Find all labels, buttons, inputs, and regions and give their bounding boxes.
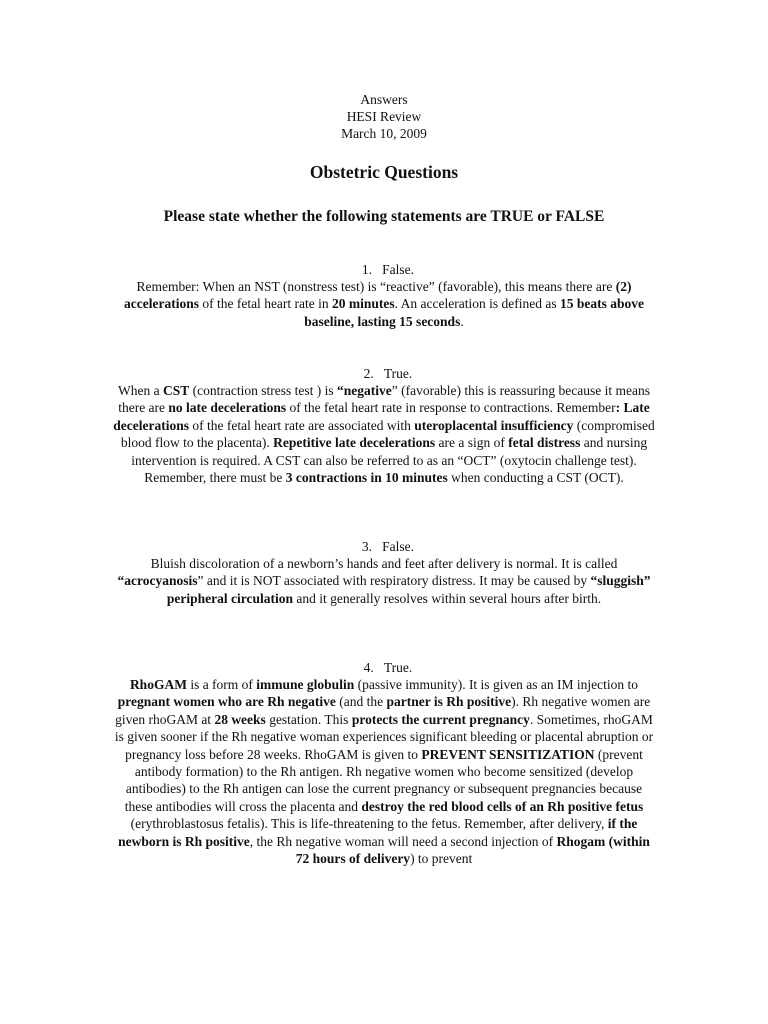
emphasis-text: uteroplacental insufficiency — [414, 417, 574, 433]
emphasis-text: partner is Rh positive — [386, 694, 512, 710]
body-text: ” (favorable) this is reassuring because it means there are — [118, 383, 650, 416]
body-text: ) to prevent — [410, 851, 473, 867]
answer-value: False. — [382, 539, 414, 554]
emphasis-text: 28 weeks — [214, 711, 266, 727]
item-number: 2. — [363, 366, 374, 381]
body-text: (erythroblastosus fetalis). This is life-threatening to the fetus. Remember, after delivery, — [130, 816, 608, 832]
body-text: (prevent antibody formation) to the Rh antigen. Rh negative women who become sensitized (develop antibodies) to the Rh antigen can lose the current pregnancy or subsequent pregnancies because these antibodies will cross the placenta and — [124, 746, 643, 814]
body-text: are a sign of — [435, 435, 509, 451]
emphasis-text: RhoGAM — [129, 677, 187, 692]
body-text: gestation. This — [265, 711, 352, 727]
item-number: 1. — [361, 262, 372, 277]
body-text: is a form of — [186, 677, 257, 692]
answer-value: True. — [383, 366, 413, 381]
document-subtitle: Please state whether the following statements are TRUE or FALSE — [163, 208, 605, 225]
explanation-3 — [112, 555, 656, 607]
body-text: (compromised blood flow to the placenta). — [120, 417, 655, 451]
emphasis-text: PREVENT SENSITIZATION — [421, 746, 595, 762]
answer-line-2 — [0, 365, 768, 382]
body-text: of the fetal heart rate are associated with — [188, 417, 415, 433]
emphasis-text: CST — [162, 383, 190, 398]
body-text: and it generally resolves within several hours after birth. — [292, 590, 602, 606]
emphasis-text: : Late decelerations — [113, 400, 650, 433]
emphasis-text: “sluggish” peripheral circulation — [166, 573, 651, 606]
emphasis-text: “acrocyanosis — [117, 573, 198, 589]
body-text: . Sometimes, rhoGAM is given sooner if the Rh negative woman experiences significant bleeding or placental abruption or pregnancy loss before 28 weeks. RhoGAM is given to — [114, 711, 654, 762]
body-text: (and the — [335, 694, 387, 710]
emphasis-text: destroy the red blood cells of an Rh positive fetus — [361, 798, 644, 814]
emphasis-text: pregnant women who are Rh negative — [117, 694, 336, 710]
answer-value: False. — [382, 262, 414, 277]
body-text: ). Rh negative women are given rhoGAM at — [115, 694, 651, 727]
body-text: (passive immunity). It is given as an IM injection to — [354, 677, 639, 692]
header-date: March 10, 2009 — [341, 126, 427, 141]
emphasis-text: Repetitive late decelerations — [273, 435, 436, 451]
body-text: , the Rh negative woman will need a second injection of — [249, 833, 557, 849]
item-number: 3. — [361, 539, 372, 554]
item-number: 4. — [363, 660, 374, 675]
emphasis-text: 20 minutes — [332, 296, 395, 312]
answer-line-3 — [0, 538, 768, 555]
body-text: of the fetal heart rate in — [198, 296, 333, 312]
emphasis-text: 3 contractions in 10 minutes — [285, 470, 448, 486]
emphasis-text: (2) accelerations — [124, 279, 632, 312]
body-text: ” and it is NOT associated with respiratory distress. It may be caused by — [197, 573, 591, 589]
header-review: HESI Review — [346, 109, 422, 124]
answer-line-1 — [0, 261, 768, 278]
emphasis-text: if the newborn is Rh positive — [118, 816, 638, 849]
emphasis-text: “negative — [336, 383, 392, 398]
body-text: and nursing intervention is required. A CST can also be referred to as an “OCT” (oxytocin challenge test). Remember, there must be — [131, 435, 648, 486]
body-text: (contraction stress test ) is — [189, 383, 337, 398]
emphasis-text: no late decelerations — [168, 400, 287, 416]
explanation-2 — [112, 382, 656, 486]
body-text: . An acceleration is defined as — [394, 296, 560, 312]
emphasis-text: immune globulin — [256, 677, 355, 692]
explanation-1 — [112, 278, 656, 330]
answer-line-4 — [0, 659, 768, 676]
explanation-4 — [112, 676, 656, 867]
emphasis-text: 15 beats above baseline, lasting 15 seconds — [304, 296, 644, 329]
emphasis-text: protects the current pregnancy — [351, 711, 530, 727]
body-text: of the fetal heart rate in response to contractions. Remember — [286, 400, 616, 416]
header-answers: Answers — [360, 92, 408, 107]
document-title: Obstetric Questions — [309, 162, 459, 182]
body-text: Bluish discoloration of a newborn’s hands and feet after delivery is normal. It is called — [150, 556, 618, 571]
emphasis-text: Rhogam (within 72 hours of delivery — [295, 833, 650, 867]
body-text: . — [460, 313, 464, 329]
emphasis-text: fetal distress — [508, 435, 581, 451]
answer-value: True. — [383, 660, 413, 675]
body-text: When a — [118, 383, 163, 398]
body-text: when conducting a CST (OCT). — [447, 470, 624, 486]
body-text: Remember: When an NST (nonstress test) is “reactive” (favorable), this means there are — [136, 279, 616, 294]
